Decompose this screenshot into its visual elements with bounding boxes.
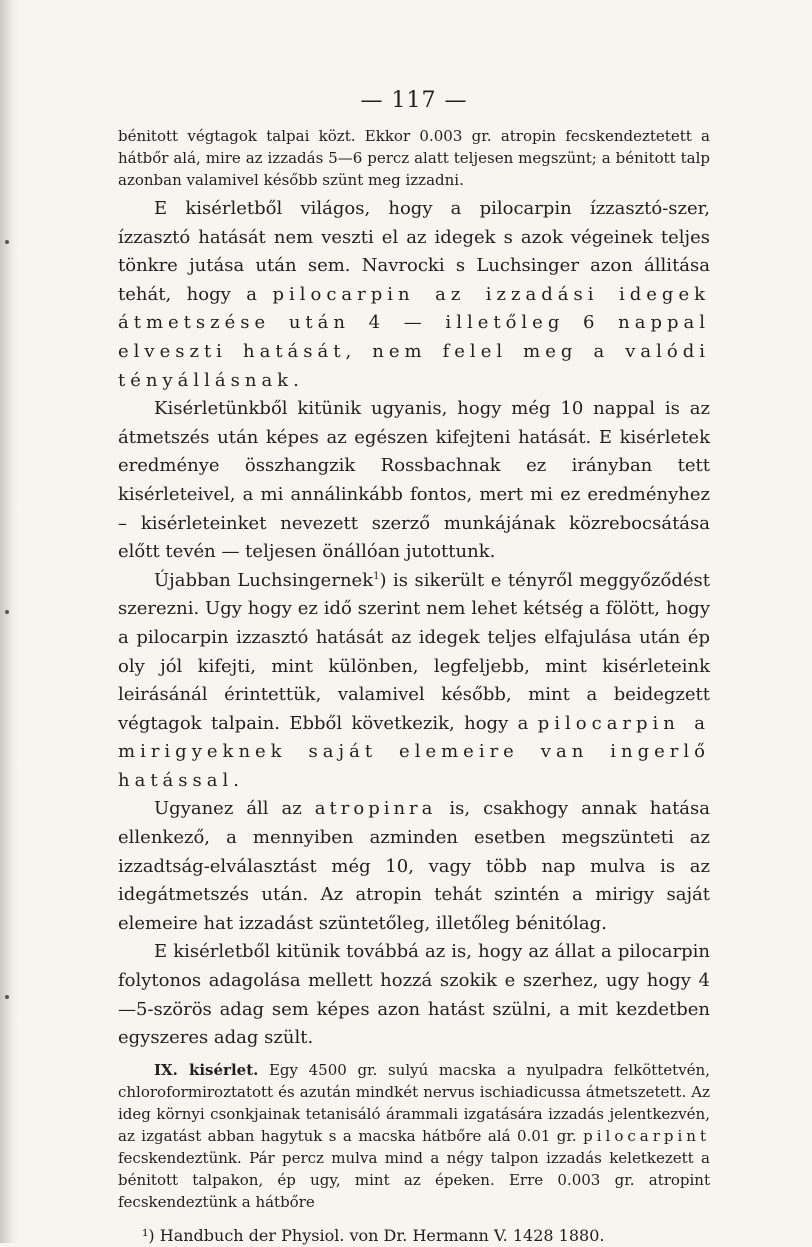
text-run: Egy 4500 gr. sulyú macska a nyulpadra felköttetvén, chloroformiroztatott és azután mindkét nervus ischiadicussa átmetszetett. Az ideg környi csonkjainak tetanisáló árammali izgatására izzadás jelentkezvén, az izgatást abban hagytuk s a macska hátbőre alá 0.01 gr. xyxy=(118,1060,710,1145)
text-run: fecskendeztünk. Pár percz mulva mind a négy talpon izzadás keletkezett a bénitott talpakon, ép ugy, mint az épeken. Erre 0.003 gr. atropint fecskendeztünk a hátbőre xyxy=(118,1148,710,1211)
book-page xyxy=(118,88,710,1247)
page-number: — 117 — xyxy=(360,88,468,113)
margin-mark xyxy=(5,610,9,614)
footnote: ¹) Handbuch der Physiol. von Dr. Hermann V. 1428 1880. xyxy=(142,1225,605,1245)
paragraph-atropin xyxy=(118,795,710,938)
paragraph-experiment-ix xyxy=(118,1059,710,1213)
paragraph-experiment-conclusion xyxy=(118,195,710,395)
footnote-ref: 1 xyxy=(373,570,380,582)
spaced-emphasis: pilocarpin az izzadási idegek átmetszése után 4 — illetőleg 6 nappal elveszti hatását, nem felel meg a valódi tényállásnak. xyxy=(118,283,711,391)
text-run: E kisérletből világos, hogy a pilocarpin ízzasztó-szer, ízzasztó hatását nem veszti el az idegek s azok végeinek teljes tönkre jutása után sem. Navrocki s Luchsinger azon állitása tehát, hogy a xyxy=(118,198,710,305)
spaced-emphasis: atropinra xyxy=(314,798,437,820)
text-run: Újabban Luchsingernek xyxy=(154,569,374,591)
text-run: ) is sikerült e tényről meggyőződést szerezni. Ugy hogy ez idő szerint nem lehet kétség a fölött, hogy a pilocarpin izzasztó hatását az idegek teljes elfajulása után ép oly jól kifejti, mint különben, legfeljebb, mint kisérleteink leirásánál érintettük, valamivel később, mint a beidegzett végtagok talpain. Ebből következik, hogy a xyxy=(118,569,711,734)
text-run: Ugyanez áll az xyxy=(154,798,315,820)
spaced-emphasis: pilocarpint xyxy=(583,1126,710,1145)
text-run: is, csakhogy annak hatása ellenkező, a mennyiben azminden esetben megszünteti az izzadtság-elválasztást még 10, vagy több nap mulva is az idegátmetszés után. Az atropin tehát szintén a mirigy saját elemeire hat izzadást szüntetőleg, illetőleg bénitólag. xyxy=(118,798,710,934)
margin-mark xyxy=(5,995,9,999)
spaced-emphasis: pilocarpin a mirigyeknek saját elemeire van ingerlő hatással. xyxy=(118,712,711,791)
paragraph-results: Kisérletünkből kitünik ugyanis, hogy még 10 nappal is az átmetszés után képes az egészen kifejteni hatását. E kisérletek eredménye összhangzik Rossbachnak ez irányban tett kisérleteivel, a mi annálinkább fontos, mert mi ez eredményhez – kisérleteinket nevezett szerző munkájának közrebocsátása előtt tevén — teljesen önállóan jutottunk. xyxy=(118,398,710,563)
paragraph-luchsinger xyxy=(118,567,710,796)
experiment-label: IX. kisérlet. xyxy=(154,1060,259,1079)
paragraph-intro: bénitott végtagok talpai közt. Ekkor 0.003 gr. atropin fecskendeztetett a hátbőr alá, mire az izzadás 5—6 percz alatt teljesen megszünt; a bénitott talp azonban valamivel később szünt meg izzadni. xyxy=(118,127,710,189)
margin-mark xyxy=(5,240,9,244)
paragraph-tolerance: E kisérletből kitünik továbbá az is, hogy az állat a pilocarpin folytonos adagolása mellett hozzá szokik e szerhez, ugy hogy 4—5-szörös adag sem képes azon hatást szülni, a mit kezdetben egyszeres adag szült. xyxy=(118,941,710,1049)
page-edge-shadow xyxy=(0,0,18,1243)
